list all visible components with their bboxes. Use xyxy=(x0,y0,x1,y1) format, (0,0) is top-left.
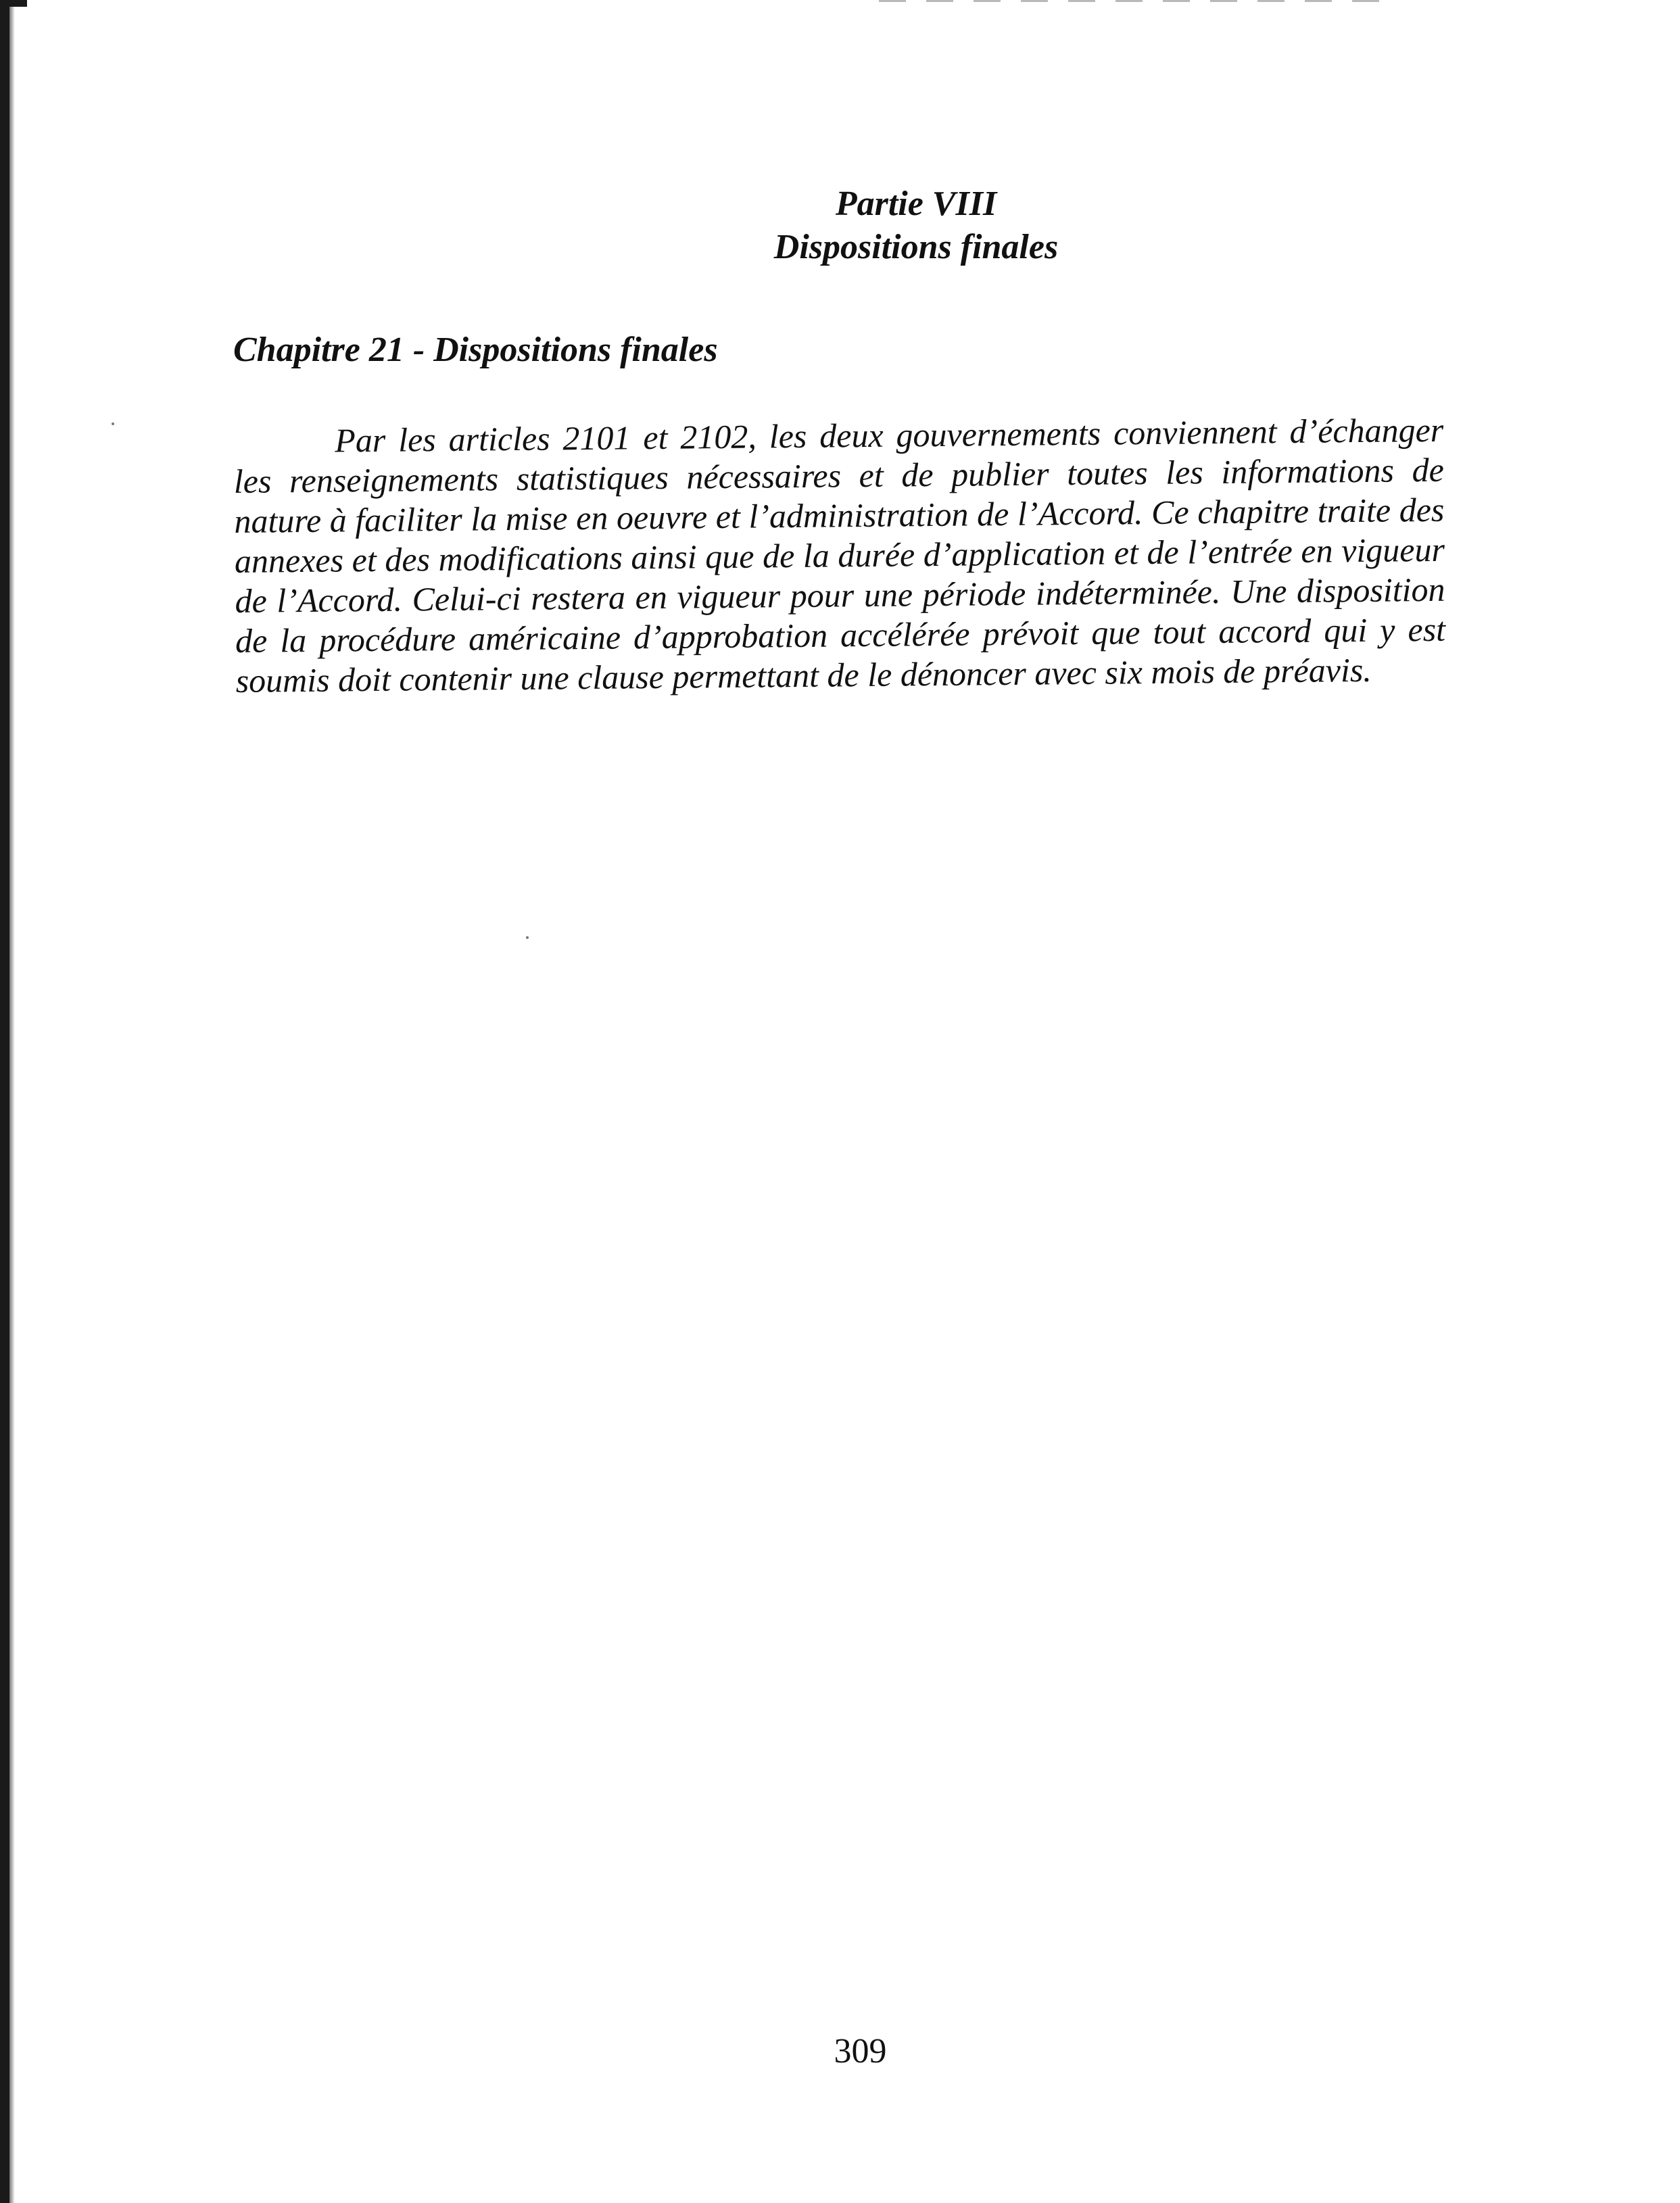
scan-speck xyxy=(526,936,529,939)
document-page xyxy=(233,183,1446,701)
body-paragraph: Par les articles 2101 et 2102, les deux gouvernements conviennent d’échanger les renseignements statistiques nécessaires et de publier toutes les informations de nature à faciliter la mise en oeuvre et l’administration de l’Accord. Ce chapitre traite des annexes et des modifications ainsi que de la durée d’application et de l’entrée en vigueur de l’Accord. Celui-ci restera en vigueur pour une période indéterminée. Une disposition de la procédure américaine d’approbation accélérée prévoit que tout accord qui y est soumis doit contenir une clause permettant de le dénoncer avec six mois de préavis. xyxy=(233,410,1446,700)
chapter-title: Chapitre 21 - Dispositions finales xyxy=(233,331,718,369)
scan-artifact-line xyxy=(879,0,1393,2)
part-subtitle: Dispositions finales xyxy=(773,228,1059,266)
part-title: Partie VIII xyxy=(835,185,997,223)
scan-speck xyxy=(112,422,114,425)
binding-edge xyxy=(0,0,9,2203)
page-number: 309 xyxy=(834,2032,887,2071)
binding-corner-mark xyxy=(0,0,27,7)
binding-edge-shadow xyxy=(9,0,15,2203)
